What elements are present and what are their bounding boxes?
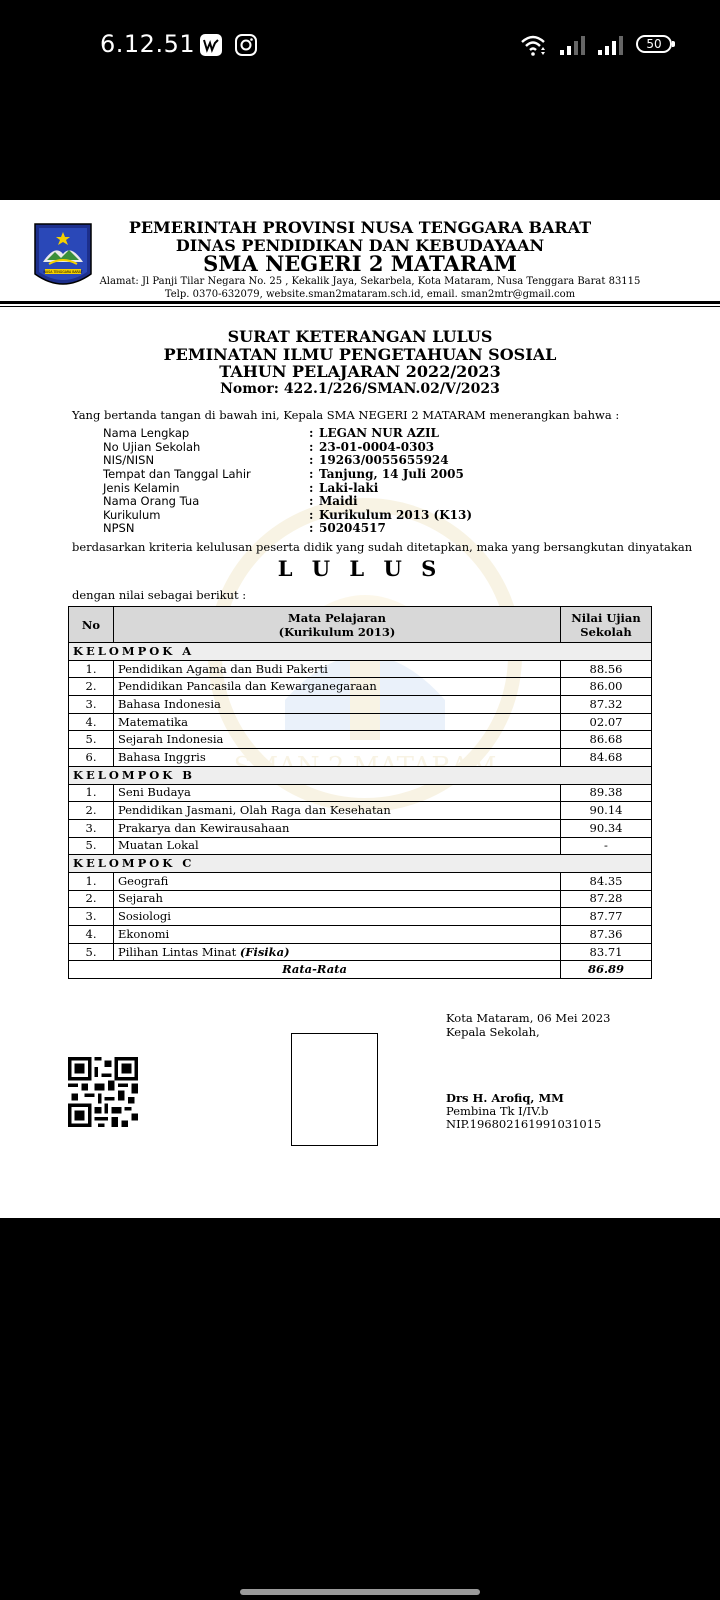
letterhead-contact: Telp. 0370-632079, website.sman2mataram.sch.id, email. sman2mtr@gmail.com xyxy=(164,289,576,300)
doc-school-year: TAHUN PELAJARAN 2022/2023 xyxy=(219,362,501,381)
grades-intro: dengan nilai sebagai berikut : xyxy=(72,588,247,602)
signature-name: Drs H. Arofiq, MM xyxy=(446,1091,564,1105)
field-value-curriculum: Kurikulum 2013 (K13) xyxy=(319,508,473,522)
gesture-home-bar[interactable] xyxy=(240,1589,480,1595)
header-score: Nilai Ujian Sekolah xyxy=(561,607,652,643)
table-row: 2. Pendidikan Pancasila dan Kewarganegaraan 86.00 xyxy=(69,678,652,696)
field-label: NIS/NISN xyxy=(103,453,155,467)
signature-rank: Pembina Tk I/IV.b xyxy=(446,1104,549,1118)
table-row: 3. Sosiologi 87.77 xyxy=(69,908,652,926)
status-time: 6.12.51 xyxy=(100,30,196,58)
table-row: 2. Pendidikan Jasmani, Olah Raga dan Kesehatan 90.14 xyxy=(69,802,652,820)
table-row: 2. Sejarah 87.28 xyxy=(69,890,652,908)
logo-text: NUSA TENGGARA BARAT xyxy=(43,270,83,274)
photo-placeholder xyxy=(291,1033,378,1146)
intro-text: Yang bertanda tangan di bawah ini, Kepala SMA NEGERI 2 MATARAM menerangkan bahwa : xyxy=(72,408,620,422)
signal-icon xyxy=(596,33,624,57)
field-label: Jenis Kelamin xyxy=(103,481,180,495)
group-row: KELOMPOK B xyxy=(69,766,652,784)
letterhead-department: DINAS PENDIDIKAN DAN KEBUDAYAAN xyxy=(175,236,545,255)
group-row: KELOMPOK C xyxy=(69,855,652,873)
table-row: 6. Bahasa Inggris 84.68 xyxy=(69,749,652,767)
basis-text: berdasarkan kriteria kelulusan peserta didik yang sudah ditetapkan, maka yang bersangkutan dinyatakan xyxy=(72,540,693,554)
table-row: 1. Geografi 84.35 xyxy=(69,872,652,890)
table-row: 4. Ekonomi 87.36 xyxy=(69,926,652,944)
header-subject: Mata Pelajaran (Kurikulum 2013) xyxy=(114,607,561,643)
field-value-gender: Laki-laki xyxy=(319,481,379,495)
battery-level: 50 xyxy=(646,37,662,51)
group-row: KELOMPOK A xyxy=(69,643,652,661)
field-value-npsn: 50204517 xyxy=(319,521,386,535)
signature-place-date: Kota Mataram, 06 Mei 2023 xyxy=(446,1011,611,1025)
header-no: No xyxy=(69,607,114,643)
average-row xyxy=(69,961,652,979)
signature-nip: NIP.196802161991031015 xyxy=(446,1117,602,1131)
table-row: 3. Bahasa Indonesia 87.32 xyxy=(69,696,652,714)
letterhead-province: PEMERINTAH PROVINSI NUSA TENGGARA BARAT xyxy=(128,218,592,237)
letterhead-address: Alamat: Jl Panji Tilar Negara No. 25 , Kekalik Jaya, Sekarbela, Kota Mataram, Nusa Tenggara Barat 83115 xyxy=(99,276,641,287)
field-label: Kurikulum xyxy=(103,508,161,522)
table-row: 1. Pendidikan Agama dan Budi Pakerti 88.56 xyxy=(69,660,652,678)
letterhead-school: SMA NEGERI 2 MATARAM xyxy=(203,251,517,276)
document-page: NUSA TENGGARA BARAT PEMERINTAH PROVINSI NUSA TENGGARA BARAT DINAS PENDIDIKAN DAN KEBUDAYAAN SMA NEGERI 2 MATARAM Alamat: Jl Panji Tilar Negara No. 25 , Kekalik Jaya, Sekarbela, Kota Mataram, Nusa Tenggara Barat 83115 Telp. 0370-632079, website.sman2mataram.sch.id, email. sman2mtr@gmail.com SURAT KETERANGAN LULUS PEMINATAN ILMU PENGETAHUAN SOSIAL TAHUN PELAJARAN 2022/2023 Nomor: 422.1/226/SMAN.02/V/2023 Yang bertanda tangan di bawah ini, Kepala SMA NEGERI 2 MATARAM menerangkan bahwa : Nama Lengkap : LEGAN NUR AZIL No Ujian Sekolah : 23-01-0004-0303 NIS/NISN : 19263/0055655924 Tempat dan Tanggal Lahir : Tanjung, 14 Juli 2005 Jenis Kelamin : Laki-laki Nama Orang Tua : Maidi Kurikulum : Kurikulum 2013 (K13) NPSN : 50204517 berdasarkan kriteria kelulusan peserta didik yang sudah ditetapkan, maka yang bersangkutan dinyatakan L U L U S dengan nilai sebagai berikut : No Mata Pelajaran (Kurikulum 2013) Nilai Ujian Sekolah KELOMPOK A 1. Pendidikan Agama dan Budi Pakerti 88.56 2. Pendidikan Pancasila dan Kewarganegaraan 86.00 3. Bahasa Indonesia 87.32 4. Matematika 02.07 5. Sejarah Indonesia 86.68 6. Bahasa Inggris 84.68 KELOMPOK B 1. Seni Budaya 89.38 2. Pendidikan Jasmani, Olah Raga dan Kesehatan 90.14 3. Prakarya dan Kewirausahaan 90.34 5. Muatan Lokal - KELOMPOK C 1. Geografi 84.35 2. Sejarah 87.28 3. Sosiologi 87.77 4. Ekonomi 87.36 5. Pilihan Lintas Minat (Fisika) 83.71 Rata-Rata 86.89 Kota Mataram, 06 Mei 2023 Kepala Sekolah, Drs H. Arofiq, MM Pembina Tk I/IV.b NIP.196802161991031015 xyxy=(0,200,720,1218)
table-row: 5. Sejarah Indonesia 86.68 xyxy=(69,731,652,749)
field-value-nis: 19263/0055655924 xyxy=(319,453,449,467)
qr-code-icon xyxy=(68,1057,138,1127)
field-label: No Ujian Sekolah xyxy=(103,440,201,454)
table-row: 5. Pilihan Lintas Minat (Fisika) 83.71 xyxy=(69,943,652,961)
field-label: Nama Orang Tua xyxy=(103,494,200,508)
average-label: Rata-Rata xyxy=(69,961,561,979)
field-label: NPSN xyxy=(103,521,135,535)
field-value-exam-number: 23-01-0004-0303 xyxy=(319,440,435,454)
field-label: Nama Lengkap xyxy=(103,426,190,440)
field-value-name: LEGAN NUR AZIL xyxy=(319,426,439,440)
field-value-parent: Maidi xyxy=(319,494,358,508)
average-value: 86.89 xyxy=(561,961,652,979)
grades-table xyxy=(68,606,652,979)
table-row: 3. Prakarya dan Kewirausahaan 90.34 xyxy=(69,819,652,837)
field-value-birth: Tanjung, 14 Juli 2005 xyxy=(319,467,464,481)
instagram-icon xyxy=(234,33,258,57)
wps-office-icon xyxy=(199,33,223,57)
table-header xyxy=(69,607,652,643)
letterhead-divider xyxy=(0,301,720,304)
table-row: 5. Muatan Lokal - xyxy=(69,837,652,855)
doc-subtitle: PEMINATAN ILMU PENGETAHUAN SOSIAL xyxy=(163,345,557,364)
status-bar xyxy=(0,0,720,90)
table-row: 4. Matematika 02.07 xyxy=(69,713,652,731)
wifi-icon xyxy=(520,33,548,57)
doc-title: SURAT KETERANGAN LULUS xyxy=(227,327,493,346)
signature-position: Kepala Sekolah, xyxy=(446,1025,540,1039)
table-row: 1. Seni Budaya 89.38 xyxy=(69,784,652,802)
doc-number: Nomor: 422.1/226/SMAN.02/V/2023 xyxy=(220,381,500,397)
battery-icon xyxy=(636,35,672,53)
result-status: L U L U S xyxy=(277,556,443,581)
signal-icon xyxy=(558,33,586,57)
letterhead-divider-thin xyxy=(0,306,720,307)
field-label: Tempat dan Tanggal Lahir xyxy=(103,467,251,481)
